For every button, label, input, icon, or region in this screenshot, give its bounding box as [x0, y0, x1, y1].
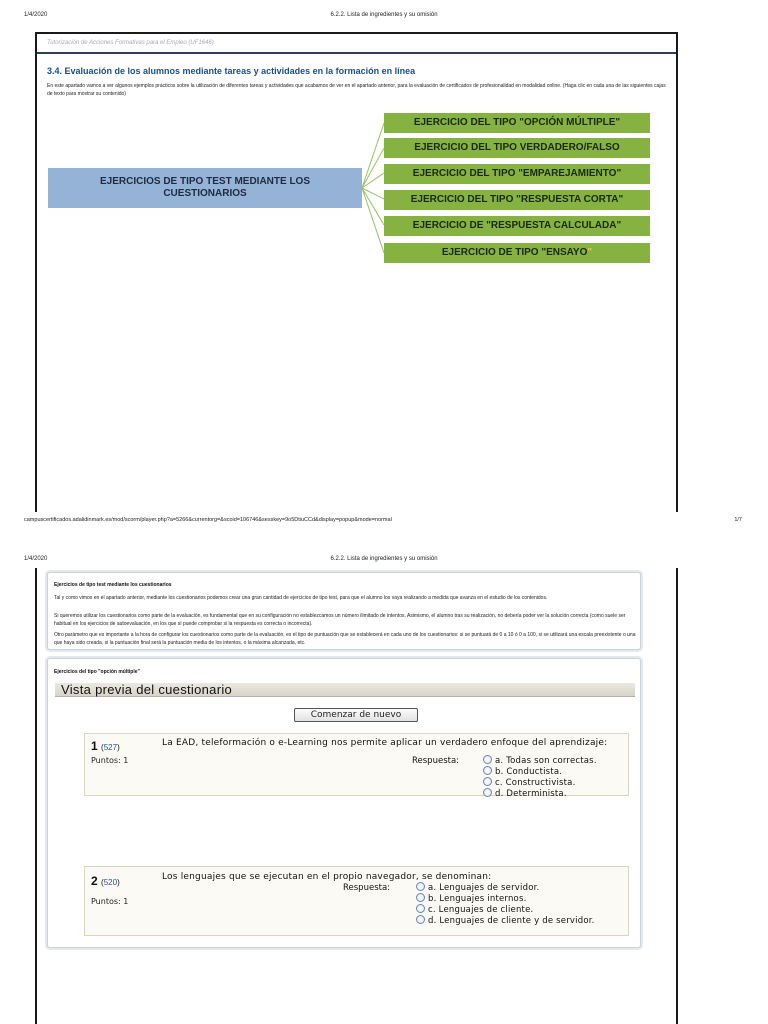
- radio-button-icon[interactable]: [416, 904, 425, 913]
- radio-button-icon[interactable]: [416, 915, 425, 924]
- print-title: 6.2.2. Lista de ingredientes y su omisión: [330, 556, 438, 562]
- radio-button-icon[interactable]: [416, 882, 425, 891]
- question-number: [91, 874, 120, 888]
- print-title: 6.2.2. Lista de ingredientes y su omisión: [330, 12, 438, 18]
- print-url: campuscertificados.adalidinmark.es/mod/scorm/player.php?a=5266&currentorg=&scoid=106746&sesskey=9o5DtiuCCd&display=popup&mode=normal: [24, 517, 392, 523]
- print-date: 1/4/2020: [24, 556, 48, 562]
- radio-button-icon[interactable]: [483, 788, 492, 797]
- question-id-paren-close: ): [117, 743, 120, 752]
- exercise-type-box-true-false[interactable]: [384, 138, 650, 158]
- question-points: Puntos: 1: [91, 897, 129, 906]
- exercise-type-box-matching[interactable]: [384, 164, 650, 184]
- quiz-preview: [55, 683, 635, 941]
- info-paragraph: Otro parámetro que es importante a la hora de configurar los cuestionarios como parte de la evaluación, es el tipo de puntuación que se establecerá en cada uno de los cuestionarios: si se puntuará de 0 a 10 ó 0 a 100, si se utilizará una escala preexistente o una que haya sido creada, si la puntuación final será la puntuación media de los intentos, o la máxima alcanzada, etc.: [54, 632, 636, 646]
- info-panel: [47, 572, 641, 650]
- radio-button-icon[interactable]: [483, 755, 492, 764]
- main-category-label: EJERCICIOS DE TIPO TEST MEDIANTE LOS CUESTIONARIOS: [99, 176, 311, 199]
- question-id-link[interactable]: 527: [103, 743, 118, 752]
- question-number-value: 2: [91, 874, 98, 888]
- question-points: Puntos: 1: [91, 756, 129, 765]
- print-date: 1/4/2020: [24, 12, 48, 18]
- main-category-box[interactable]: [48, 168, 362, 208]
- answer-label: Respuesta:: [412, 756, 460, 766]
- exercise-type-label-accent: ": [587, 247, 593, 258]
- option-label: a. Todas son correctas.: [495, 756, 597, 766]
- quiz-preview-title: Vista previa del cuestionario: [55, 683, 635, 697]
- info-panel-title: Ejercicios de tipo test mediante los cuestionarios: [54, 582, 172, 588]
- quiz-panel-title: Ejercicios del tipo "opción múltiple": [54, 669, 140, 675]
- exercise-type-box-essay[interactable]: [384, 243, 650, 263]
- answer-option[interactable]: [416, 915, 595, 927]
- option-label: b. Lenguajes internos.: [428, 894, 527, 904]
- radio-button-icon[interactable]: [483, 766, 492, 775]
- option-label: d. Determinista.: [495, 789, 567, 799]
- info-paragraph: Tal y como vimos en el apartado anterior, mediante los cuestionarios podemos crear una gran cantidad de ejercicios de tipo test, para que el alumno los vaya realizando a medida que avanza en el estudio de los contenidos.: [54, 595, 548, 601]
- option-label: a. Lenguajes de servidor.: [428, 883, 540, 893]
- exercise-type-label: EJERCICIO DEL TIPO "EMPAREJAMIENTO": [412, 168, 622, 179]
- exercise-type-label: EJERCICIO DEL TIPO VERDADERO/FALSO: [414, 142, 620, 153]
- course-banner-text: Tutorización de Acciones Formativas para el Empleo (UF1646): [47, 40, 214, 46]
- exercise-type-label: EJERCICIO DEL TIPO "RESPUESTA CORTA": [410, 194, 624, 205]
- exercise-type-label: EJERCICIO DE TIPO "ENSAYO: [441, 247, 588, 258]
- option-label: c. Lenguajes de cliente.: [428, 905, 534, 915]
- answer-option[interactable]: [483, 788, 567, 800]
- radio-button-icon[interactable]: [483, 777, 492, 786]
- print-page-count: 1/7: [734, 517, 742, 523]
- question-number: [91, 739, 120, 753]
- option-label: d. Lenguajes de cliente y de servidor.: [428, 916, 595, 926]
- connector-line: [362, 123, 384, 188]
- question-text: Los lenguajes que se ejecutan en el propio navegador, se denominan:: [162, 872, 492, 882]
- exercise-type-box-calculated[interactable]: [384, 216, 650, 236]
- question-id-link[interactable]: 520: [103, 878, 118, 887]
- exercise-type-label: EJERCICIO DE "RESPUESTA CALCULADA": [412, 220, 622, 231]
- radio-button-icon[interactable]: [416, 893, 425, 902]
- option-label: b. Conductista.: [495, 767, 563, 777]
- section-heading: 3.4. Evaluación de los alumnos mediante tareas y actividades en la formación en línea: [47, 66, 416, 76]
- question-id-paren-open: (: [101, 878, 104, 887]
- question-text: La EAD, teleformación o e-Learning nos permite aplicar un verdadero enfoque del aprendizaje:: [162, 738, 608, 748]
- question-card: [84, 733, 629, 799]
- option-label: c. Constructivista.: [495, 778, 576, 788]
- question-number-value: 1: [91, 739, 98, 753]
- intro-text: En este apartado vamos a ver algunos ejemplos prácticos sobre la utilización de diferentes tareas y actividades que acabamos de ver en el apartado anterior, para la evaluación de certificados de profesionalidad en modalidad online. (Haga clic en cada una de las siguientes cajas de texto para mostrar su contenido): [47, 83, 666, 97]
- exercise-type-box-short-answer[interactable]: [384, 190, 650, 210]
- question-card: [84, 866, 629, 936]
- question-id-paren-close: ): [117, 878, 120, 887]
- exercise-type-label: EJERCICIO DEL TIPO "OPCIÓN MÚLTIPLE": [413, 117, 621, 128]
- question-id-paren-open: (: [101, 743, 104, 752]
- info-paragraph: Si queremos utilizar los cuestionarios como parte de la evaluación, es fundamental que en su configuración no establezcamos un número ilimitado de intentos. Asimismo, el alumno tras su realización, no debería poder ver la solución correcta (como suele ser habitual en los ejercicios de autoevaluación, en los que sí puede comprobar si la respuesta es correcta o incorrecta).: [54, 613, 626, 627]
- answer-label: Respuesta:: [343, 883, 391, 893]
- restart-quiz-button[interactable]: Comenzar de nuevo: [294, 708, 418, 722]
- exercise-types-diagram: [0, 0, 768, 300]
- exercise-type-box-multiple-choice[interactable]: [384, 113, 650, 133]
- connector-line: [362, 173, 384, 188]
